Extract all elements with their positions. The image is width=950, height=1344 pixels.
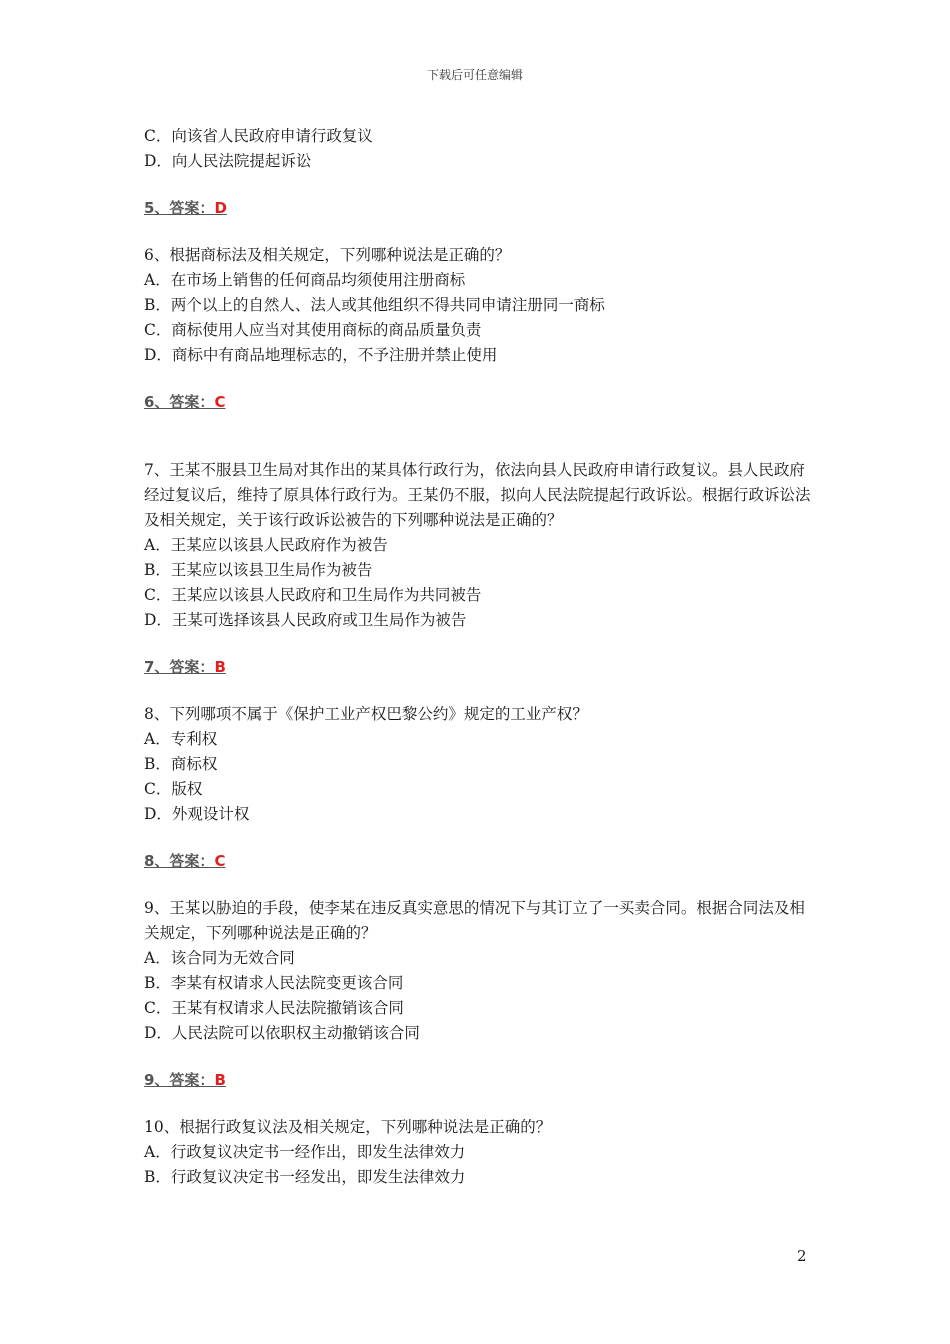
- option-b: B．李某有权请求人民法院变更该合同: [144, 974, 404, 992]
- answer-letter: B: [214, 658, 226, 676]
- option-d: D．外观设计权: [144, 805, 250, 823]
- answer-letter: D: [214, 199, 227, 217]
- question-8: 8、下列哪项不属于《保护工业产权巴黎公约》规定的工业产权？: [144, 705, 588, 723]
- answer-label: 5、答案：: [144, 199, 215, 217]
- answer-label: 6、答案：: [144, 393, 215, 411]
- answer-9: [144, 1068, 814, 1093]
- option-c: C．王某应以该县人民政府和卫生局作为共同被告: [144, 586, 482, 604]
- option-d: D．王某可选择该县人民政府或卫生局作为被告: [144, 611, 467, 629]
- answer-label: 7、答案：: [144, 658, 215, 676]
- option-a: A．该合同为无效合同: [144, 949, 295, 967]
- answer-7: [144, 655, 814, 680]
- page-header: 下载后可任意编辑: [426, 68, 523, 82]
- answer-label: 8、答案：: [144, 852, 215, 870]
- question-10: 10、根据行政复议法及相关规定，下列哪种说法是正确的？: [144, 1118, 552, 1136]
- option-d: D．人民法院可以依职权主动撤销该合同: [144, 1024, 420, 1042]
- option-b: B．商标权: [144, 755, 218, 773]
- option-b: B．行政复议决定书一经发出，即发生法律效力: [144, 1168, 466, 1186]
- answer-5: [144, 196, 814, 221]
- document-body: [144, 124, 814, 1190]
- option-c: C．向该省人民政府申请行政复议: [144, 127, 373, 145]
- option-a: A．专利权: [144, 730, 218, 748]
- answer-8: [144, 849, 814, 874]
- answer-6: [144, 390, 814, 415]
- option-d: D．商标中有商品地理标志的，不予注册并禁止使用: [144, 346, 498, 364]
- answer-letter: C: [214, 852, 226, 870]
- option-c: C．版权: [144, 780, 203, 798]
- question-9: 9、王某以胁迫的手段，使李某在违反真实意思的情况下与其订立了一买卖合同。根据合同法及相关规定，下列哪种说法是正确的？: [144, 899, 805, 942]
- answer-letter: C: [214, 393, 226, 411]
- option-c: C．王某有权请求人民法院撤销该合同: [144, 999, 404, 1017]
- option-a: A．行政复议决定书一经作出，即发生法律效力: [144, 1143, 466, 1161]
- option-a: A．在市场上销售的任何商品均须使用注册商标: [144, 271, 466, 289]
- question-6: 6、根据商标法及相关规定，下列哪种说法是正确的？: [144, 246, 511, 264]
- answer-letter: B: [214, 1071, 226, 1089]
- option-b: B．王某应以该县卫生局作为被告: [144, 561, 373, 579]
- option-a: A．王某应以该县人民政府作为被告: [144, 536, 388, 554]
- option-c: C．商标使用人应当对其使用商标的商品质量负责: [144, 321, 482, 339]
- page-number: 2: [797, 1247, 807, 1265]
- option-d: D．向人民法院提起诉讼: [144, 152, 312, 170]
- question-7: 7、王某不服县卫生局对其作出的某具体行政行为，依法向县人民政府申请行政复议。县人民政府经过复议后，维持了原具体行政行为。王某仍不服，拟向人民法院提起行政诉讼。根据行政诉讼法及相关规定，关于该行政诉讼被告的下列哪种说法是正确的？: [144, 461, 811, 529]
- option-b: B．两个以上的自然人、法人或其他组织不得共同申请注册同一商标: [144, 296, 605, 314]
- answer-label: 9、答案：: [144, 1071, 215, 1089]
